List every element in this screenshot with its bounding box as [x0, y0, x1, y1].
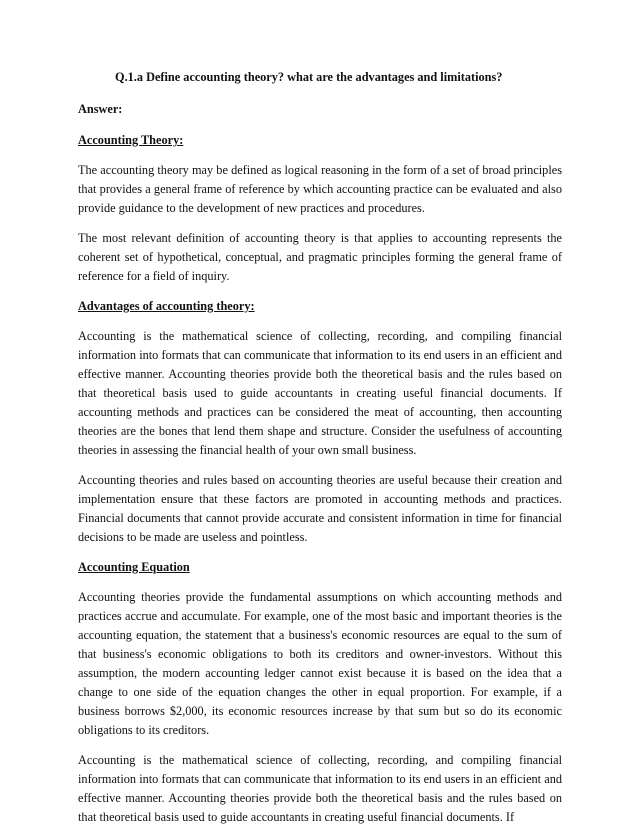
- answer-label: Answer:: [78, 102, 123, 116]
- document-page: [78, 68, 562, 838]
- paragraph: Accounting theories and rules based on accounting theories are useful because their creation and implementation ensure that these factors are promoted in accounting methods and practices. Financial documents that cannot provide accurate and consistent information in time for financial decisions to be made are useless and pointless.: [78, 473, 562, 544]
- heading-accounting-theory: Accounting Theory:: [78, 133, 184, 147]
- question-title: Q.1.a Define accounting theory? what are the advantages and limitations?: [115, 70, 503, 84]
- heading-accounting-equation: Accounting Equation: [78, 560, 190, 574]
- heading-advantages: Advantages of accounting theory:: [78, 299, 255, 313]
- paragraph: The most relevant definition of accounting theory is that applies to accounting represents the coherent set of hypothetical, conceptual, and pragmatic principles forming the general frame of reference for a field of inquiry.: [78, 231, 562, 283]
- paragraph: Accounting is the mathematical science of collecting, recording, and compiling financial information into formats that can communicate that information to its end users in an efficient and effective manner. Accounting theories provide both the theoretical basis and the rules based on that theoretical basis used to guide accountants in creating useful financial documents. If accounting methods and practices can be considered the meat of accounting, then accounting theories are the bones that lend them shape and structure. Consider the usefulness of accounting theories in assessing the financial health of your own small business.: [78, 329, 562, 457]
- paragraph: The accounting theory may be defined as logical reasoning in the form of a set of broad principles that provides a general frame of reference by which accounting practice can be evaluated and also provide guidance to the development of new practices and procedures.: [78, 163, 562, 215]
- paragraph: Accounting theories provide the fundamental assumptions on which accounting methods and practices accrue and accumulate. For example, one of the most basic and important theories is the accounting equation, the statement that a business's economic resources are equal to the sum of that business's economic obligations to both its creditors and owner-investors. Without this assumption, the modern accounting ledger cannot exist because it is based on the idea that a change to one side of the equation changes the other in equal proportion. For example, if a business borrows $2,000, its economic resources increase by that sum but so do its economic obligations to its creditors.: [78, 590, 562, 737]
- paragraph: Accounting is the mathematical science of collecting, recording, and compiling financial information into formats that can communicate that information to its end users in an efficient and effective manner. Accounting theories provide both the theoretical basis and the rules based on that theoretical basis used to guide accountants in creating useful financial documents. If: [78, 753, 562, 824]
